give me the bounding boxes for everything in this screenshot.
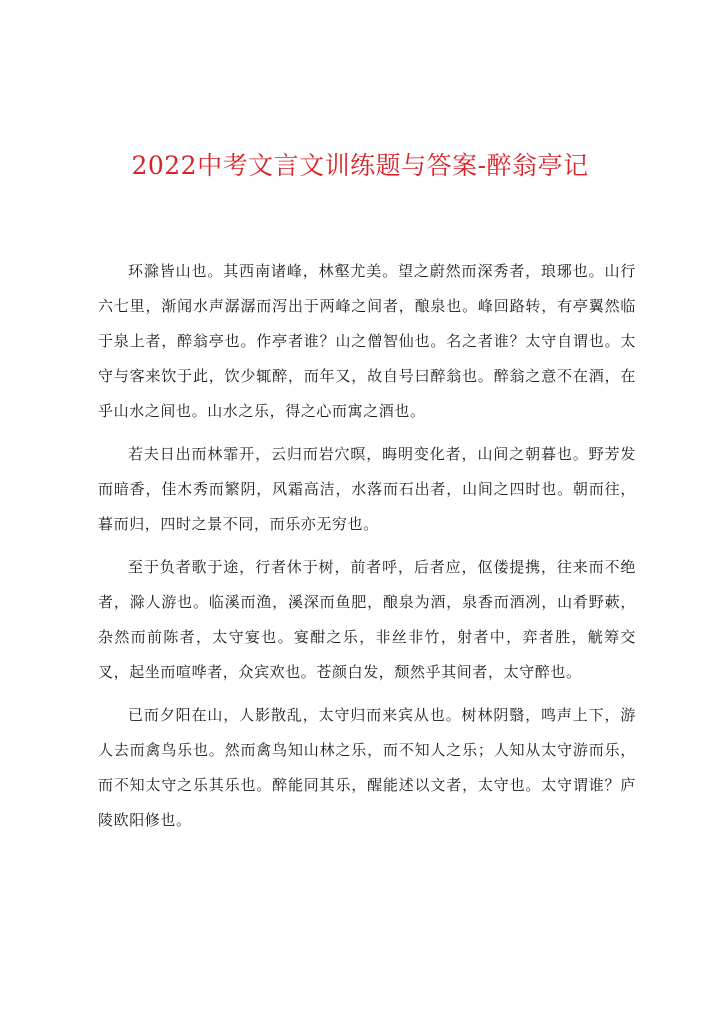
document-body [98, 254, 636, 846]
document-title: 2022中考文言文训练题与答案-醉翁亭记 [131, 151, 589, 180]
paragraph-1: 环滁皆山也。其西南诸峰，林壑尤美。望之蔚然而深秀者，琅琊也。山行六七里，渐闻水声潺潺而泻出于两峰之间者，酿泉也。峰回路转，有亭翼然临于泉上者，醉翁亭也。作亭者谁？山之僧智仙也。名之者谁？太守自谓也。太守与客来饮于此，饮少辄醉，而年又，故自号曰醉翁也。醉翁之意不在酒，在乎山水之间也。山水之乐，得之心而寓之酒也。 [98, 262, 636, 420]
paragraph-2: 若夫日出而林霏开，云归而岩穴暝，晦明变化者，山间之朝暮也。野芳发而暗香，佳木秀而繁阴，风霜高洁，水落而石出者，山间之四时也。朝而往，暮而归，四时之景不同，而乐亦无穷也。 [98, 445, 636, 533]
paragraph-3: 至于负者歌于途，行者休于树，前者呼，后者应，伛偻提携，往来而不绝者，滁人游也。临溪而渔，溪深而鱼肥，酿泉为酒，泉香而酒冽，山肴野蔌，杂然而前陈者，太守宴也。宴酣之乐，非丝非竹，射者中，弈者胜，觥筹交叉，起坐而喧哗者，众宾欢也。苍颜白发，颓然乎其间者，太守醉也。 [98, 558, 636, 681]
paragraph-4: 已而夕阳在山，人影散乱，太守归而来宾从也。树林阴翳，鸣声上下，游人去而禽鸟乐也。然而禽鸟知山林之乐，而不知人之乐；人知从太守游而乐，而不知太守之乐其乐也。醉能同其乐，醒能述以文者，太守也。太守谓谁？庐陵欧阳修也。 [98, 706, 636, 829]
